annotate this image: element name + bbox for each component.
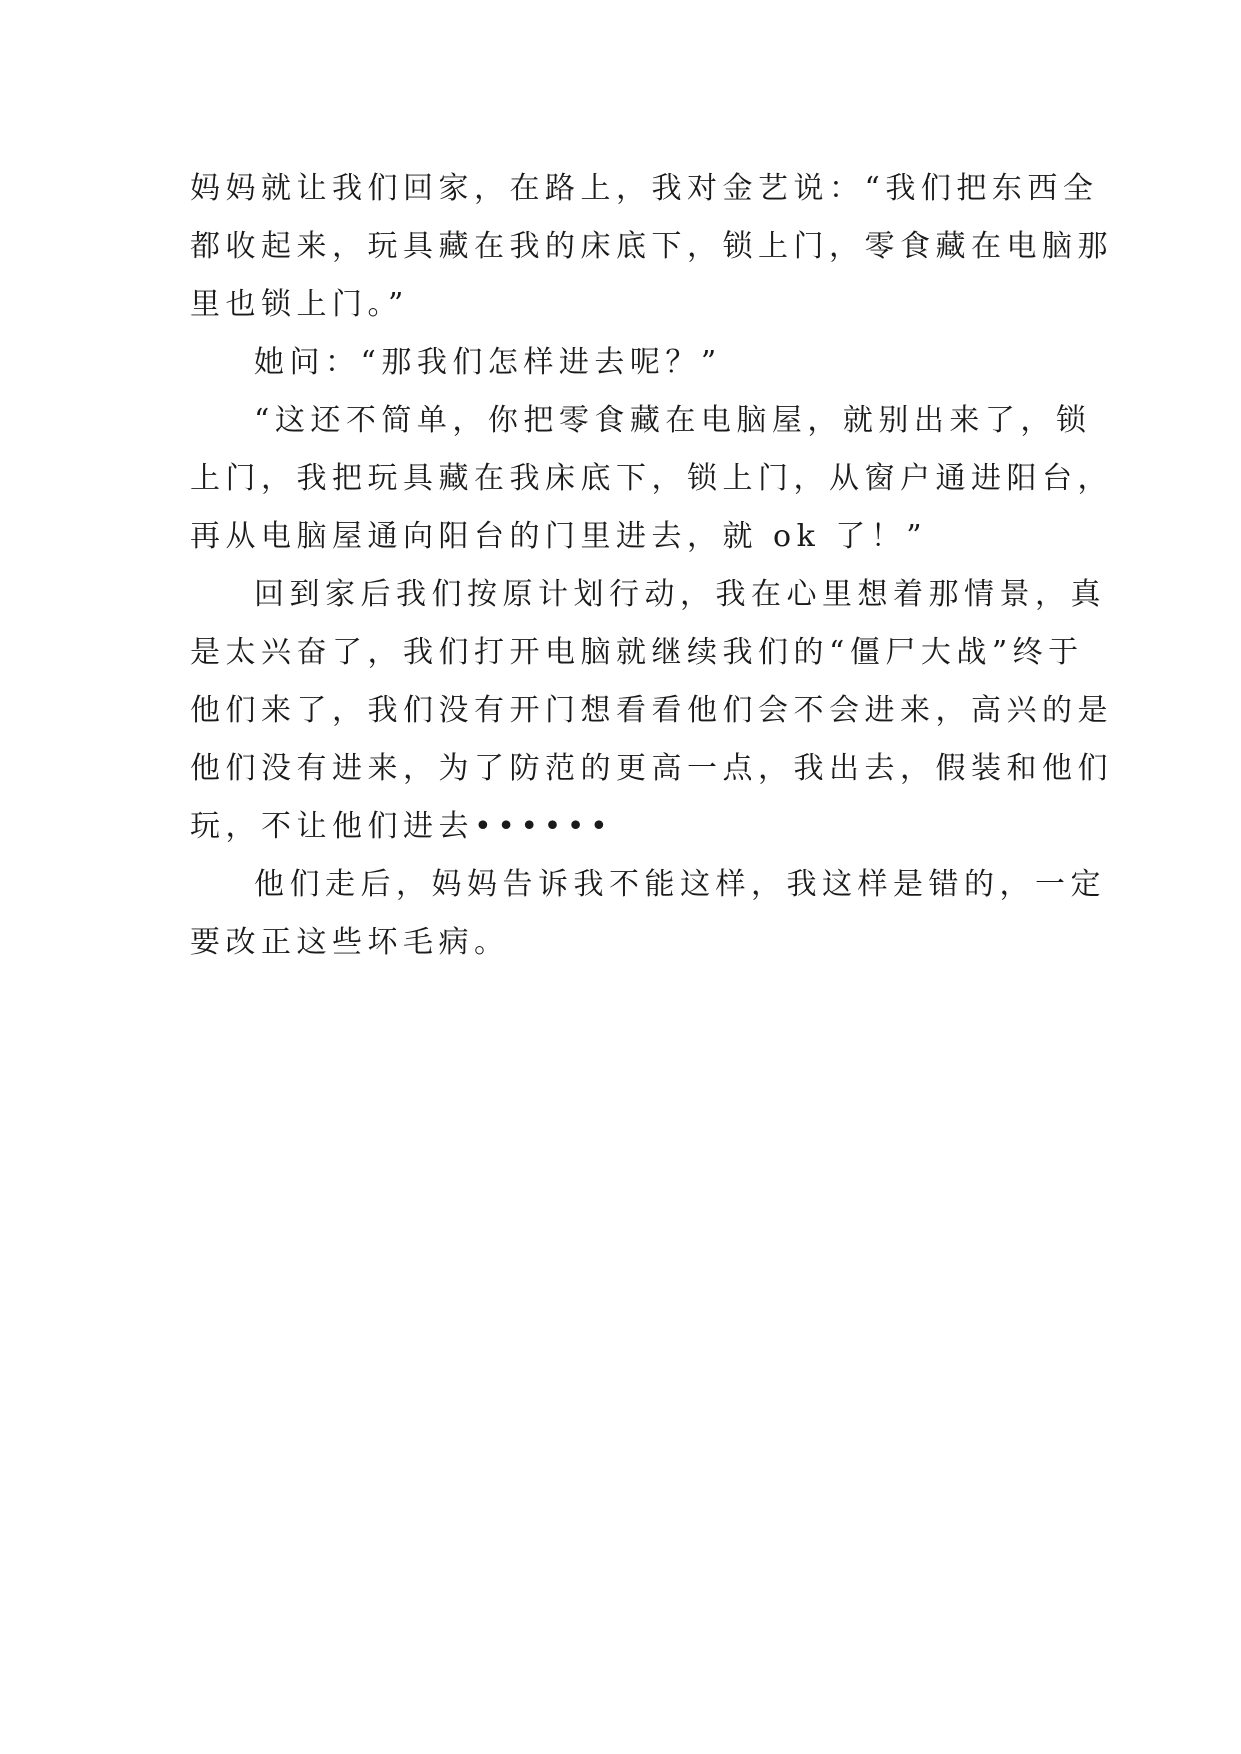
paragraph-3 <box>190 392 1113 566</box>
text-line: 再从电脑屋通向阳台的门里进去，就 ok 了！” <box>190 519 928 554</box>
text-line: 他们走后，妈妈告诉我不能这样，我这样是错的，一定 <box>254 867 1106 902</box>
paragraph-1 <box>190 160 1113 334</box>
document-body <box>190 160 1113 972</box>
text-line: 是太兴奋了，我们打开电脑就继续我们的“僵尸大战”终于 <box>190 635 1084 670</box>
text-line: 要改正这些坏毛病。 <box>190 925 510 960</box>
text-line: 他们来了，我们没有开门想看看他们会不会进来，高兴的是 <box>190 693 1113 728</box>
text-line: 回到家后我们按原计划行动，我在心里想着那情景，真 <box>254 577 1106 612</box>
text-line: “这还不简单，你把零食藏在电脑屋，就别出来了，锁 <box>254 403 1092 438</box>
text-line: 妈妈就让我们回家，在路上，我对金艺说：“我们把东西全 <box>190 171 1099 206</box>
paragraph-4 <box>190 566 1113 856</box>
text-line: 里也锁上门。” <box>190 287 409 322</box>
text-line: 她问：“那我们怎样进去呢？” <box>254 345 722 380</box>
text-line: 上门，我把玩具藏在我床底下，锁上门，从窗户通进阳台， <box>190 461 1113 496</box>
paragraph-2 <box>190 334 1046 392</box>
text-line: 都收起来，玩具藏在我的床底下，锁上门，零食藏在电脑那 <box>190 229 1113 264</box>
paragraph-5 <box>190 856 1106 972</box>
text-line: 玩，不让他们进去•••••• <box>190 809 614 844</box>
text-line: 他们没有进来，为了防范的更高一点，我出去，假装和他们 <box>190 751 1113 786</box>
